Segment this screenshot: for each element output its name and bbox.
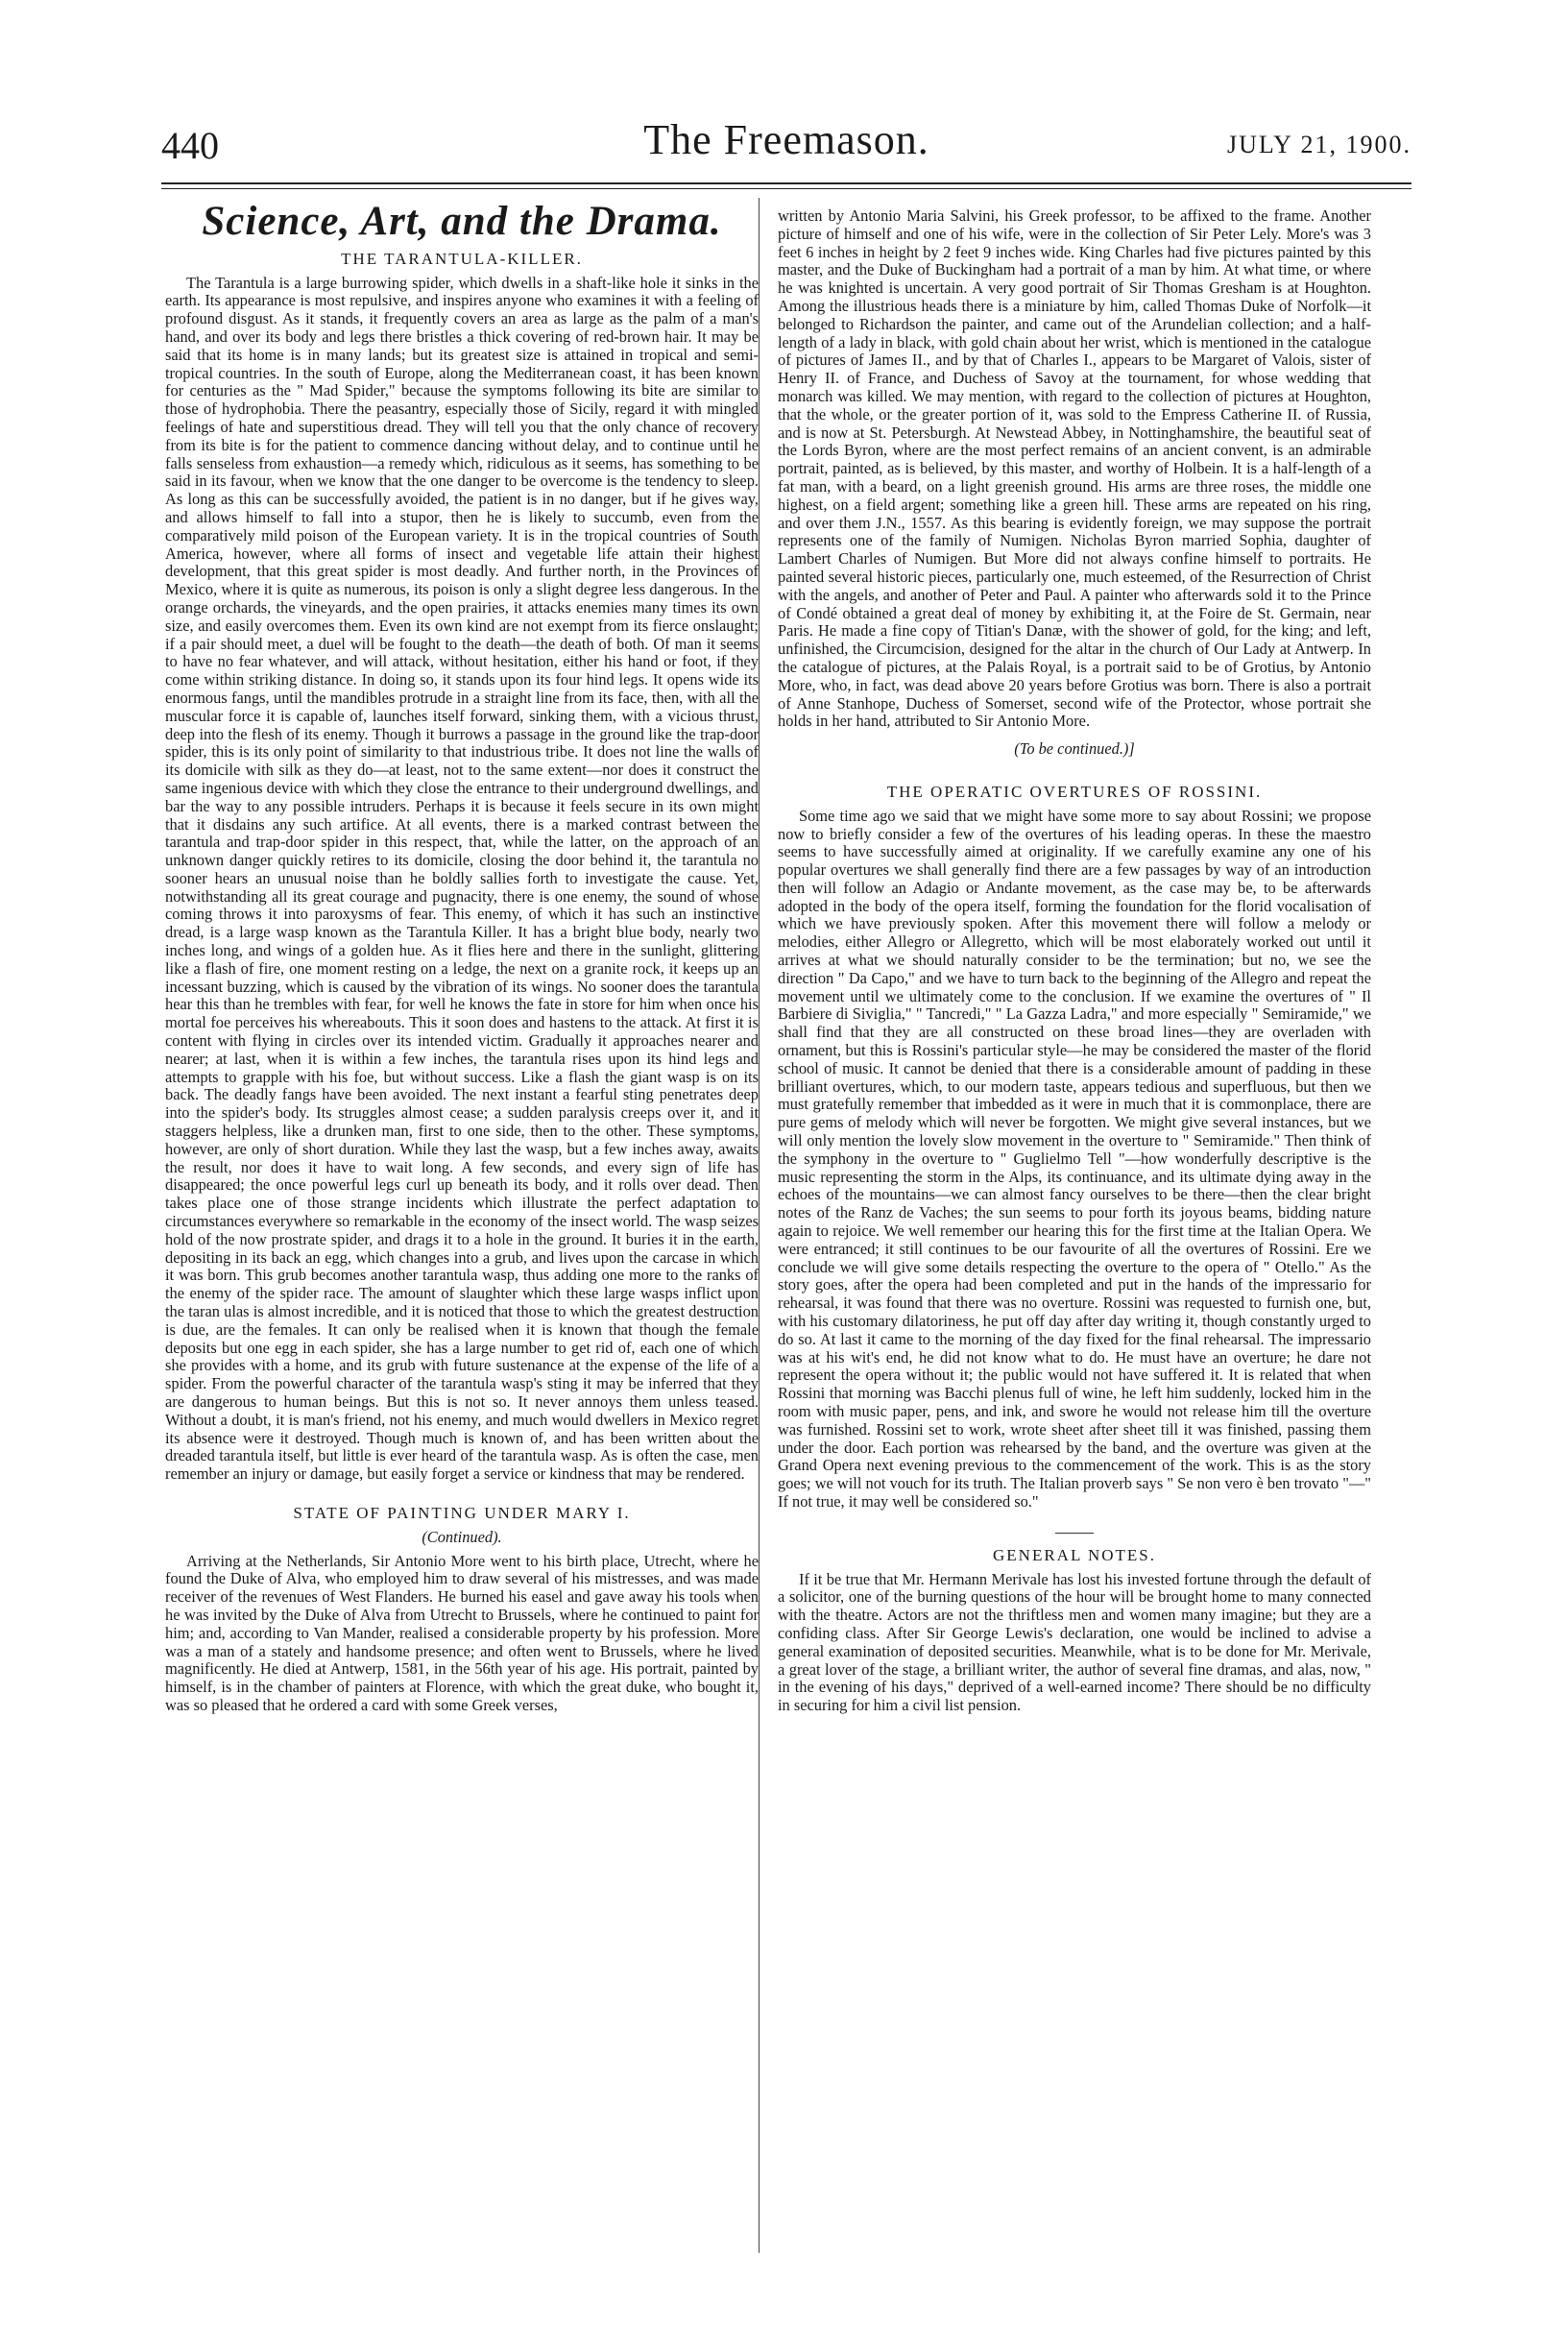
page-header [161, 113, 1411, 181]
painting-article-title: STATE OF PAINTING UNDER MARY I. [293, 1503, 631, 1522]
section-separator [1055, 1533, 1094, 1534]
painting-article-body-left: Arriving at the Netherlands, Sir Antonio More went to his birth place, Utrecht, where he found the Duke of Alva, who employed him to draw several of his mistresses, and was made receiver of the revenues of West Flanders. He burned his easel and gave away his tools when he was invited by the Duke of Alva from Utrecht to Brussels, where he continued to paint for him; and, according to Van Mander, realised a considerable property by his profession. More was a man of a stately and handsome presence; and often went to Brussels, where he lived magnificently. He died at Antwerp, 1581, in the 56th year of his age. His portrait, painted by himself, is in the chamber of painters at Florence, with which the great duke, who bought it, was so pleased that he ordered a card with some Greek verses, [165, 1551, 759, 1714]
right-column [778, 207, 1371, 1715]
left-column [165, 199, 759, 1715]
section-title: Science, Art, and the Drama. [202, 199, 722, 244]
rossini-article-title: THE OPERATIC OVERTURES OF ROSSINI. [886, 782, 1263, 801]
general-notes-title: GENERAL NOTES. [993, 1545, 1156, 1564]
header-rule-top [161, 182, 1411, 184]
to-be-continued: (To be continued.)] [1014, 739, 1135, 759]
rossini-article-body: Some time ago we said that we might have some more to say about Rossini; we propose now to briefly consider a few of the overtures of his leading operas. In these the maestro seems to have successfully aimed at originality. If we carefully examine any one of his popular overtures we shall generally find there are a few passages by way of an introduction then will follow an Adagio or Andante movement, as the case may be, to be afterwards adopted in the body of the opera itself, forming the foundation for the florid vocalisation of which we have previously spoken. After this movement there will follow a melody or melodies, either Allegro or Allegretto, which will be most elaborately worked out until it arrives at what we should naturally consider to be the termination; but no, we see the direction " Da Capo," and we have to turn back to the beginning of the Allegro and repeat the movement until we ultimately come to the conclusion. If we examine the overtures of " Il Barbiere di Siviglia," " Tancredi," " La Gazza Ladra," and more especially " Semiramide," we shall find that they are all constructed on these broad lines—they are overladen with ornament, but this is Rossini's particular style—he may be considered the master of the florid school of music. It cannot be denied that there is a considerable amount of padding in these brilliant overtures, which, to our modern taste, appears tedious and superfluous, but then we must gratefully remember that imbedded as it were in much that it is commonplace, there are pure gems of melody which will never be forgotten. We might give several instances, but we will only mention the lovely slow movement in the overture to " Semiramide." Then think of the symphony in the overture to " Guglielmo Tell "—how wonderfully descriptive is the music representing the storm in the Alps, its continuance, and its ultimate dying away in the echoes of the mountains—we can almost fancy ourselves to be there—then the clear bright notes of the Ranz de Vaches; the sun seems to pour forth its joyous beams, bidding nature again to rejoice. We well remember our hearing this for the first time at the Italian Opera. We were entranced; it still continues to be our favourite of all the overtures of Rossini. Ere we conclude we will give some details respecting the overture to the opera of " Otello." As the story goes, after the opera had been completed and put in the hands of the impressario for rehearsal, it was found that there was no overture. Rossini was requested to furnish one, but, with his customary dilatoriness, he put off day after day writing it, though constantly urged to do so. At last it came to the morning of the day fixed for the final rehearsal. The impressario was at his wit's end, he did not know what to do. He must have an overture; he dare not represent the opera without it; the public would not have suffered it. It is related that when Rossini that morning was Bacchi plenus full of wine, he left him suddenly, locked him in the room with music paper, pens, and ink, and swore he would not release him till the overture was furnished. Rossini set to work, wrote sheet after sheet till it was finished, passing them under the door. Each portion was rehearsed by the band, and the overture was given at the Grand Opera next evening previous to the commencement of the work. This is as the story goes; we will not vouch for its truth. The Italian proverb says " Se non vero è ben trovato "—" If not true, it may well be considered so." [778, 806, 1371, 1511]
tarantula-article-title: THE TARANTULA-KILLER. [341, 249, 583, 268]
issue-date: JULY 21, 1900. [1227, 131, 1411, 158]
general-notes-body: If it be true that Mr. Hermann Merivale has lost his invested fortune through the default of a solicitor, one of the burning questions of the hour will be brought home to many connected with the theatre. Actors are not the thriftless men and women many imagine; but they are a confiding class. After Sir George Lewis's declaration, one would be inclined to advise a general examination of deposited securities. Meanwhile, what is to be done for Mr. Merivale, a great lover of the stage, a brilliant writer, the author of several fine dramas, and alas, now, " in the evening of his days," deprived of a well-earned income? There should be no difficulty in securing for him a civil list pension. [778, 1569, 1371, 1715]
painting-article-subtitle: (Continued). [422, 1527, 502, 1546]
tarantula-article-body: The Tarantula is a large burrowing spider, which dwells in a shaft-like hole it sinks in the earth. Its appearance is most repulsive, and inspires anyone who examines it with a feeling of profound disgust. As it stands, it frequently covers an area as large as the palm of a man's hand, and over its body and legs there bristles a thick covering of red-brown hair. It may be said that its home is in many lands; but its greatest size is attained in tropical and semi-tropical countries. In the south of Europe, along the Mediterranean coast, it has been known for centuries as the " Mad Spider," because the symptoms following its bite are similar to those of hydrophobia. There the peasantry, especially those of Sicily, regard it with mingled feelings of hate and superstitious dread. They will tell you that the only chance of recovery from its bite is for the patient to commence dancing without delay, and to continue until he falls senseless from exhaustion—a remedy which, ridiculous as it seems, has something to be said in its favour, when we know that the one danger to be overcome is the tendency to sleep. As long as this can be successfully avoided, the patient is in no danger, but if he gives way, and allows himself to fall into a stupor, then he is likely to succumb, even from the comparatively mild poison of the European variety. It is in the tropical countries of South America, however, where all forms of insect and vegetable life attain their highest development, that this great spider is most deadly. And further north, in the Provinces of Mexico, where it is quite as numerous, its poison is only a slight degree less dangerous. In the orange orchards, the vineyards, and the open prairies, it attacks enemies many times its own size, and easily overcomes them. Even its own kind are not exempt from its fierce onslaught; if a pair should meet, a duel will be fought to the death—the death of both. Of man it seems to have no fear whatever, and will attack, without hesitation, either his hand or foot, if they come within striking distance. In doing so, it stands upon its four hind legs. It opens wide its enormous fangs, until the mandibles protrude in a straight line from its face, then, with all the muscular force it is capable of, launches itself forward, sinking them, with a vicious thrust, deep into the flesh of its enemy. Though it burrows a passage in the ground like the trap-door spider, this is its only point of similarity to that industrious tribe. It does not line the walls of its domicile with silk as they do—at least, not to the same extent—nor does it construct the same ingenious device with which they close the entrance to their underground dwellings, and bar the way to any possible intruders. Perhaps it is because it feels secure in its own might that it disdains any such artifice. At all events, there is a marked contrast between the tarantula and trap-door spider in this respect, that, while the latter, on the approach of an unknown danger quickly retires to its domicile, closing the door behind it, the tarantula no sooner hears an unusual noise than he boldly sallies forth to investigate the cause. Yet, notwithstanding all its great courage and pugnacity, there is one enemy, the sound of whose coming throws it into paroxysms of fear. This enemy, of which it has such an instinctive dread, is a large wasp known as the Tarantula Killer. It has a bright blue body, nearly two inches long, and wings of a golden hue. As it flies here and there in the sunlight, glittering like a flash of fire, one moment resting on a ledge, the next on a granite rock, it keeps up an incessant buzzing, which is caused by the vibration of its wings. No sooner does the tarantula hear this than he trembles with fear, for well he knows the fate in store for him when once his mortal foe perceives his whereabouts. This it soon does and hastens to the attack. At first it is content with flying in circles over its intended victim. Gradually it approaches nearer and nearer; at last, when it is within a few inches, the tarantula rises upon its hind legs and attempts to grapple with his foe, but without success. Like a flash the giant wasp is on its back. The deadly fangs have been avoided. The next instant a fearful sting penetrates deep into the spider's body. Its struggles almost cease; a sudden paralysis creeps over it, and it staggers helpless, like a drunken man, first to one side, then to the other. These symptoms, however, are only of short duration. While they last the wasp, but a few inches away, awaits the result, nor does it have to wait long. A few seconds, and every sign of life has disappeared; the once powerful legs curl up beneath its body, and it rolls over dead. Then takes place one of those strange incidents which illustrate the perfect adaptation to circumstances everywhere so remarkable in the economy of the insect world. The wasp seizes hold of the now prostrate spider, and drags it to a hole in the ground. It buries it in the earth, depositing in its back an egg, which changes into a grub, and lives upon the carcase in which it was born. This grub becomes another tarantula wasp, thus adding one more to the ranks of the enemy of the spider race. The amount of slaughter which these large wasps inflict upon the taran ulas is almost incredible, and it is noticed that those to which the greatest destruction is due, are the females. It can only be realised when it is known that though the female deposits but one egg in each spider, she has a large number to get rid of, each one of which she provides with a home, and its grub with future sustenance at the expense of the life of a spider. From the powerful character of the tarantula wasp's sting it may be inferred that they are dangerous to human beings. But this is not so. It never annoys them unless teased. Without a doubt, it is man's friend, not his enemy, and much would dwellers in Mexico regret its absence were it destroyed. Though much is known of, and has been written about the dreaded tarantula itself, but little is ever heard of the tarantula wasp. As is often the case, men remember an injury or damage, but easily forget a service or kindness that may be rendered. [165, 273, 759, 1484]
painting-article-body-right: written by Antonio Maria Salvini, his Greek professor, to be affixed to the frame. Another picture of himself and one of his wife, were in the collection of Sir Peter Lely. More's was 3 feet 6 inches in height by 2 feet 9 inches wide. King Charles had five pictures painted by this master, and the Duke of Buckingham had a portrait of a man by him. At what time, or where he was knighted is uncertain. A very good portrait of Sir Thomas Gresham is at Houghton. Among the illustrious heads there is a miniature by him, called Thomas Duke of Norfolk—it belonged to Richardson the painter, and came out of the Arundelian collection; and a half-length of a lady in black, with gold chain about her wrist, which is mentioned in the catalogue of pictures of James II., and by that of Charles I., appears to be Margaret of Valois, sister of Henry II. of France, and Duchess of Savoy at the tournament, for whose wedding that monarch was killed. We may mention, with regard to the collection of pictures at Houghton, that the whole, or the greater portion of it, was sold to the Empress Catherine II. of Russia, and is now at St. Petersburgh. At Newstead Abbey, in Nottinghamshire, the beautiful seat of the Lords Byron, where are the most perfect remains of an ancient convent, is an admirable portrait, painted, as is believed, by this master, and worthy of Holbein. It is a half-length of a fat man, with a beard, on a light greenish ground. His arms are three roses, the middle one highest, on a field argent; something like a green hill. These arms are repeated on his ring, and over them J.N., 1557. As this bearing is evidently foreign, we may suppose the portrait represents one of the family of Numigen. Nicholas Byron married Sophia, daughter of Lambert Charles of Numigen. But More did not always confine himself to portraits. He painted several historic pieces, particularly one, much esteemed, of the Resurrection of Christ with the angels, and another of Peter and Paul. A painter who afterwards sold it to the Prince of Condé obtained a great deal of money by exhibiting it, at the Foire de St. Germain, near Paris. He made a fine copy of Titian's Danæ, with the shower of gold, for the king; and left, unfinished, the Circumcision, designed for the altar in the church of Our Lady at Antwerp. In the catalogue of pictures, at the Palais Royal, is a portrait said to be of Grotius, by Antonio More, who, in fact, was dead above 20 years before Grotius was born. There is also a portrait of Anne Stanhope, Duchess of Somerset, second wife of the Protector, whose portrait she holds in her hand, attributed to Sir Antonio More. [778, 206, 1371, 731]
page-number: 440 [161, 124, 219, 167]
masthead-title: The Freemason. [643, 116, 929, 163]
header-rule-bottom [161, 188, 1411, 189]
column-divider [759, 198, 760, 2253]
